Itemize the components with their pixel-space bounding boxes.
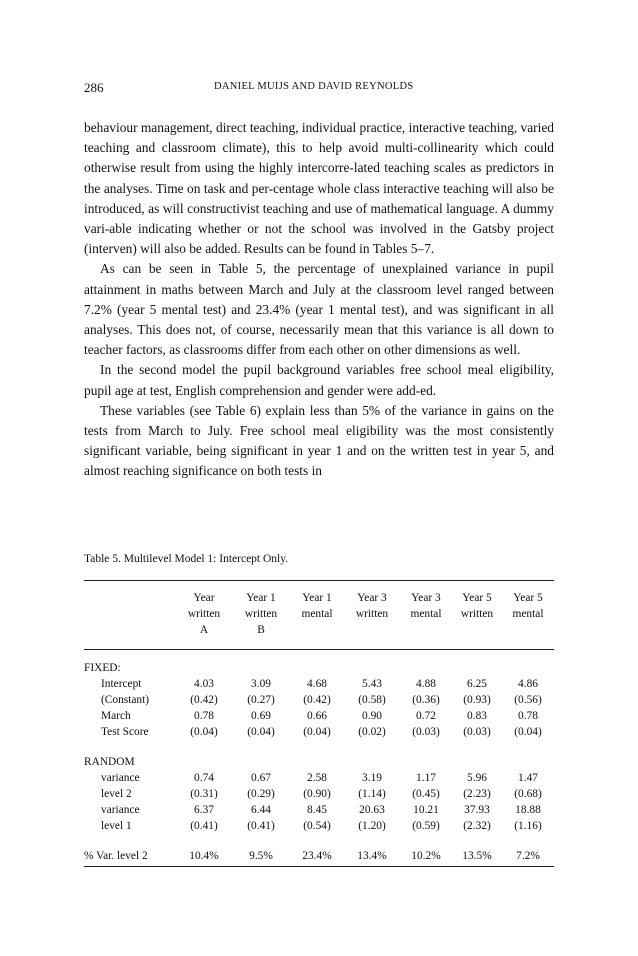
table-cell: (0.04): [303, 726, 331, 738]
table-row: [84, 802, 554, 818]
table-cell: 0.78: [518, 710, 538, 722]
table-cell: 1.17: [416, 772, 436, 784]
table-cell: 6.25: [467, 678, 487, 690]
table-cell: 5.43: [362, 678, 382, 690]
table-cell: 3.19: [362, 772, 382, 784]
table-cell: (0.03): [463, 726, 491, 738]
table-cell: 9.5%: [249, 850, 273, 862]
table-cell: 8.45: [307, 804, 327, 816]
table-row: [84, 676, 554, 692]
table-cell: 4.03: [194, 678, 214, 690]
table-cell: (2.23): [463, 788, 491, 800]
section-label-row: [84, 754, 554, 770]
table-caption: Table 5. Multilevel Model 1: Intercept Only.: [84, 553, 289, 565]
table-cell: 0.78: [194, 710, 214, 722]
random-section-label: RANDOM: [84, 756, 135, 768]
table-cell: (0.04): [247, 726, 275, 738]
running-head: DANIEL MUIJS AND DAVID REYNOLDS: [214, 81, 414, 92]
header-stub: [84, 590, 176, 638]
column-header: Year 1 mental: [301, 592, 333, 620]
table-cell: 0.83: [467, 710, 487, 722]
table-cell: 4.86: [518, 678, 538, 690]
table-cell: (1.14): [358, 788, 386, 800]
table-cell: % Var. level 2: [84, 850, 148, 862]
table-cell: (0.02): [358, 726, 386, 738]
table-cell: 18.88: [515, 804, 541, 816]
paragraph-3: In the second model the pupil background variables free school meal eligibility, pupil age at test, English comprehension and gender were add-ed.: [84, 362, 554, 398]
table-cell: 23.4%: [302, 850, 332, 862]
paragraph-1: behaviour management, direct teaching, individual practice, interactive teaching, varied teaching and classroom climate), this to help avoid multi-collinearity which could otherwise result from using the highly intercorre-lated teaching scales as predictors in the analyses. Time on task and per-centage whole class interactive teaching will also be introduced, as will constructivist teaching and use of mathematical language. A dummy vari-able indicating whether or not the school was involved in the Gatsby project (interven) will also be added. Results can be found in Tables 5–7.: [84, 120, 554, 257]
table-cell: 0.66: [307, 710, 327, 722]
table-cell: (0.56): [514, 694, 542, 706]
table-cell: 0.74: [194, 772, 214, 784]
table-cell: 4.68: [307, 678, 327, 690]
table-cell: (0.27): [247, 694, 275, 706]
table-cell: (0.04): [190, 726, 218, 738]
table-cell: level 2: [101, 788, 132, 800]
table-cell: 0.90: [362, 710, 382, 722]
table-cell: 10.2%: [411, 850, 441, 862]
table-cell: 6.44: [251, 804, 271, 816]
table-cell: Intercept: [101, 678, 142, 690]
table-cell: 13.5%: [462, 850, 492, 862]
table-row: [84, 692, 554, 708]
table-cell: Test Score: [101, 726, 149, 738]
table-cell: 0.72: [416, 710, 436, 722]
table-cell: 4.88: [416, 678, 436, 690]
column-header: Year 3 written: [355, 592, 389, 620]
column-header: Year 5 written: [460, 592, 494, 620]
table-row: [84, 770, 554, 786]
table-cell: (0.54): [303, 820, 331, 832]
table-cell: (0.03): [412, 726, 440, 738]
table-cell: (0.36): [412, 694, 440, 706]
paragraph-2: As can be seen in Table 5, the percentage of unexplained variance in pupil attainment in maths between March and July at the classroom level ranged between 7.2% (year 5 mental test) and 23.4% (year 1 mental test), and was significant in all analyses. This does not, of course, necessarily mean that this variance is all down to teacher factors, as classrooms differ from each other on other dimensions as well.: [84, 261, 554, 358]
body-text: [84, 118, 554, 482]
table-row: [84, 786, 554, 802]
table-cell: (0.31): [190, 788, 218, 800]
table-cell: (Constant): [101, 694, 150, 706]
table-row: [84, 708, 554, 724]
column-header: Year 1 written B: [244, 592, 278, 636]
table-cell: 20.63: [359, 804, 385, 816]
table-cell: 1.47: [518, 772, 538, 784]
table-row: [84, 818, 554, 834]
table-cell: 0.69: [251, 710, 271, 722]
column-header-row: [84, 590, 554, 638]
table-bottom-rule: [84, 866, 554, 867]
table-cell: 6.37: [194, 804, 214, 816]
section-label-row: [84, 660, 554, 676]
table-cell: (0.42): [303, 694, 331, 706]
table-cell: 5.96: [467, 772, 487, 784]
table-cell: (0.41): [190, 820, 218, 832]
var-level-2-row: [84, 848, 554, 864]
table-cell: (0.59): [412, 820, 440, 832]
table-cell: (2.32): [463, 820, 491, 832]
table-cell: 3.09: [251, 678, 271, 690]
table-cell: level 1: [101, 820, 132, 832]
column-header: Year 5 mental: [512, 592, 544, 620]
table-cell: (1.16): [514, 820, 542, 832]
table-cell: (0.45): [412, 788, 440, 800]
table-cell: 37.93: [464, 804, 490, 816]
page-number: 286: [84, 80, 104, 95]
table-cell: 10.21: [413, 804, 439, 816]
table-cell: (0.41): [247, 820, 275, 832]
column-header: Year 3 mental: [410, 592, 442, 620]
table-cell: (0.68): [514, 788, 542, 800]
table-cell: March: [101, 710, 131, 722]
page-header: [84, 80, 554, 96]
table-cell: 7.2%: [516, 850, 540, 862]
table-cell: 10.4%: [189, 850, 219, 862]
table-cell: (0.29): [247, 788, 275, 800]
table-cell: (0.90): [303, 788, 331, 800]
table-top-rule: [84, 580, 554, 581]
paragraph-4: These variables (see Table 6) explain less than 5% of the variance in gains on the tests from March to July. Free school meal eligibility was the most consistently significant variable, being significant in year 1 and on the written test in year 5, and almost reaching significance on both tests in: [84, 402, 554, 479]
table-cell: 13.4%: [357, 850, 387, 862]
results-table: [84, 590, 554, 864]
fixed-section-label: FIXED:: [84, 662, 121, 674]
table-cell: variance: [101, 772, 140, 784]
table-cell: variance: [101, 804, 140, 816]
table-cell: (1.20): [358, 820, 386, 832]
table-cell: (0.04): [514, 726, 542, 738]
table-cell: (0.58): [358, 694, 386, 706]
column-header: Year written A: [187, 592, 221, 636]
table-row: [84, 724, 554, 740]
table-cell: (0.42): [190, 694, 218, 706]
table-cell: (0.93): [463, 694, 491, 706]
table-cell: 0.67: [251, 772, 271, 784]
table-cell: 2.58: [307, 772, 327, 784]
